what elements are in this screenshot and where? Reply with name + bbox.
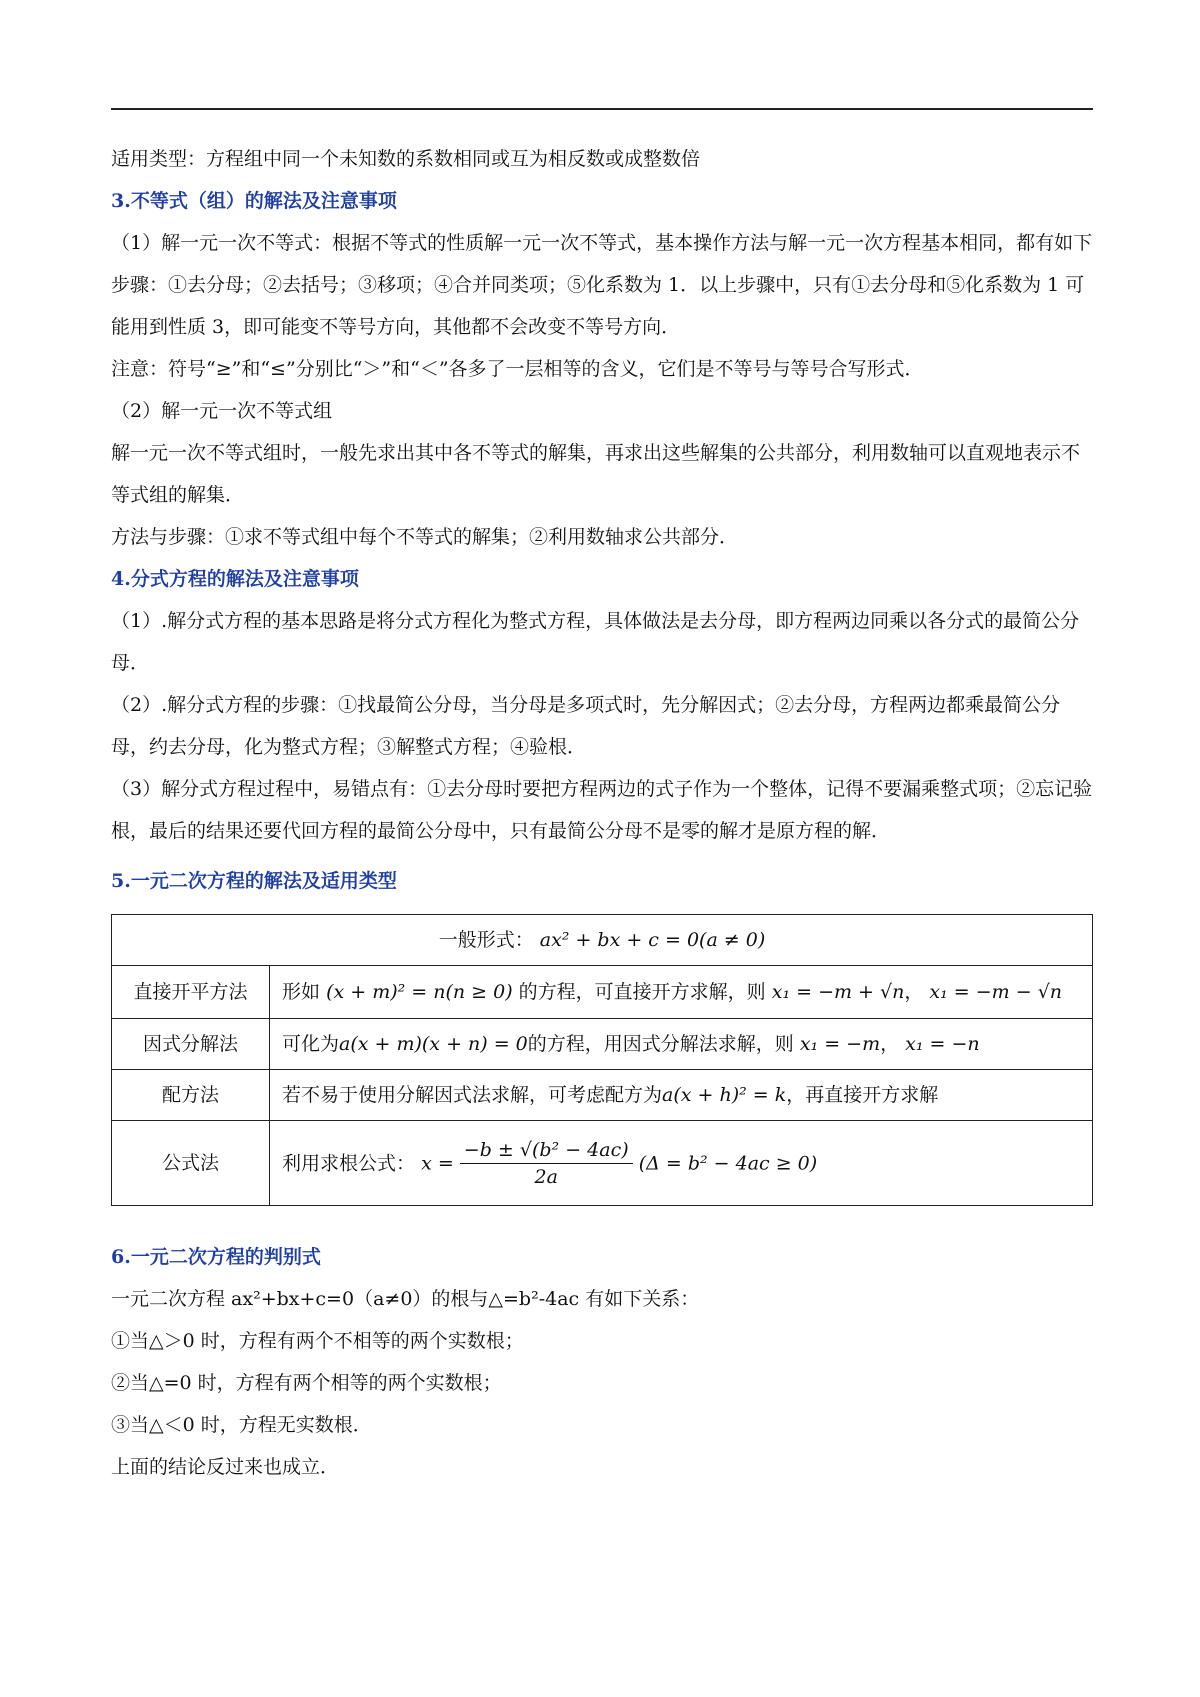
method-name: 因式分解法 (112, 1019, 270, 1070)
section-3-note: 注意：符号“≥”和“≤”分别比“＞”和“＜”各多了一层相等的含义，它们是不等号与等号合写形式． (111, 358, 924, 380)
formula: x₁ = −m (799, 1033, 881, 1055)
description-text: 形如 (282, 981, 321, 1003)
general-form-cell (112, 915, 1093, 966)
formula: x = (421, 1152, 454, 1174)
formula: a(x + h)² = k (662, 1084, 787, 1106)
separator: ， (904, 981, 924, 1003)
section-3-steps: 方法与步骤：①求不等式组中每个不等式的解集；②利用数轴求公共部分． (111, 526, 739, 548)
document-body (111, 138, 1096, 1488)
table-row (112, 1121, 1093, 1206)
section-4-paragraph-3: （3）解分式方程过程中，易错点有：①去分母时要把方程两边的式子作为一个整体，记得不要漏乘整式项；②忘记验根，最后的结果还要代回方程的最简公分母中，只有最简公分母不是零的解才是原方程的解． (111, 778, 1093, 842)
section-3-heading: 3.不等式（组）的解法及注意事项 (111, 190, 397, 212)
formula: (Δ = b² − 4ac ≥ 0) (638, 1152, 818, 1174)
section-4-heading: 4.分式方程的解法及注意事项 (111, 568, 359, 590)
section-4-paragraph-1: （1）.解分式方程的基本思路是将分式方程化为整式方程，具体做法是去分母，即方程两边同乘以各分式的最简公分母． (111, 610, 1080, 674)
description-text: 可化为 (282, 1033, 340, 1055)
section-4-paragraph-2: （2）.解分式方程的步骤：①找最简公分母，当分母是多项式时，先分解因式；②去分母，方程两边都乘最简公分母，约去分母，化为整式方程；③解整式方程；④验根． (111, 694, 1061, 758)
method-name: 直接开平方法 (112, 966, 270, 1019)
applicable-type-line: 适用类型：方程组中同一个未知数的系数相同或互为相反数或成整数倍 (111, 148, 701, 170)
section-6-heading: 6.一元二次方程的判别式 (111, 1246, 321, 1268)
description-text: 的方程，可直接开方求解，则 (518, 981, 766, 1003)
method-description (270, 1019, 1093, 1070)
formula: x₁ = −m − √n (929, 981, 1063, 1003)
method-name: 公式法 (112, 1121, 270, 1206)
method-description (270, 966, 1093, 1019)
separator: ， (880, 1033, 900, 1055)
quadratic-methods-table (111, 914, 1093, 1206)
description-text: ，再直接开方求解 (786, 1084, 939, 1106)
section-6-case-1: ①当△＞0 时，方程有两个不相等的两个实数根； (111, 1330, 524, 1352)
section-6-paragraph-1: 一元二次方程 ax²+bx+c=0（a≠0）的根与△=b²-4ac 有如下关系： (111, 1288, 700, 1310)
header-rule (111, 108, 1093, 110)
description-text: 若不易于使用分解因式法求解，可考虑配方为 (282, 1084, 663, 1106)
table-row (112, 915, 1093, 966)
method-name: 配方法 (112, 1070, 270, 1121)
table-row (112, 1070, 1093, 1121)
section-3-paragraph-2: 解一元一次不等式组时，一般先求出其中各不等式的解集，再求出这些解集的公共部分，利用数轴可以直观地表示不等式组的解集． (111, 442, 1081, 506)
method-description (270, 1121, 1093, 1206)
method-description (270, 1070, 1093, 1121)
section-5-heading: 5.一元二次方程的解法及适用类型 (111, 870, 397, 892)
fraction-numerator: −b ± √(b² − 4ac) (460, 1137, 633, 1164)
formula: (x + m)² = n(n ≥ 0) (326, 981, 513, 1003)
section-3-paragraph-1: （1）解一元一次不等式：根据不等式的性质解一元一次不等式，基本操作方法与解一元一次方程基本相同，都有如下步骤：①去分母；②去括号；③移项；④合并同类项；⑤化系数为 1．以上步骤中，只有①去分母和⑤化系数为 1 可能用到性质 3，即可能变不等号方向，其他都不会改变不等号方向． (111, 232, 1093, 338)
section-3-subheading: （2）解一元一次不等式组 (111, 400, 333, 422)
section-6-case-2: ②当△=0 时，方程有两个相等的两个实数根； (111, 1372, 502, 1394)
formula: a(x + m)(x + n) = 0 (339, 1033, 528, 1055)
formula: x₁ = −n (905, 1033, 980, 1055)
general-form-formula: ax² + bx + c = 0(a ≠ 0) (539, 929, 766, 951)
section-6-case-3: ③当△＜0 时，方程无实数根． (111, 1414, 372, 1436)
section-6-conclusion: 上面的结论反过来也成立． (111, 1456, 340, 1478)
formula: x₁ = −m + √n (771, 981, 905, 1003)
description-text: 利用求根公式： (282, 1152, 416, 1174)
table-row (112, 1019, 1093, 1070)
general-form-label: 一般形式： (438, 929, 534, 951)
description-text: 的方程，用因式分解法求解，则 (527, 1033, 794, 1055)
table-row (112, 966, 1093, 1019)
quadratic-formula-fraction (460, 1137, 633, 1190)
fraction-denominator: 2a (534, 1165, 558, 1188)
